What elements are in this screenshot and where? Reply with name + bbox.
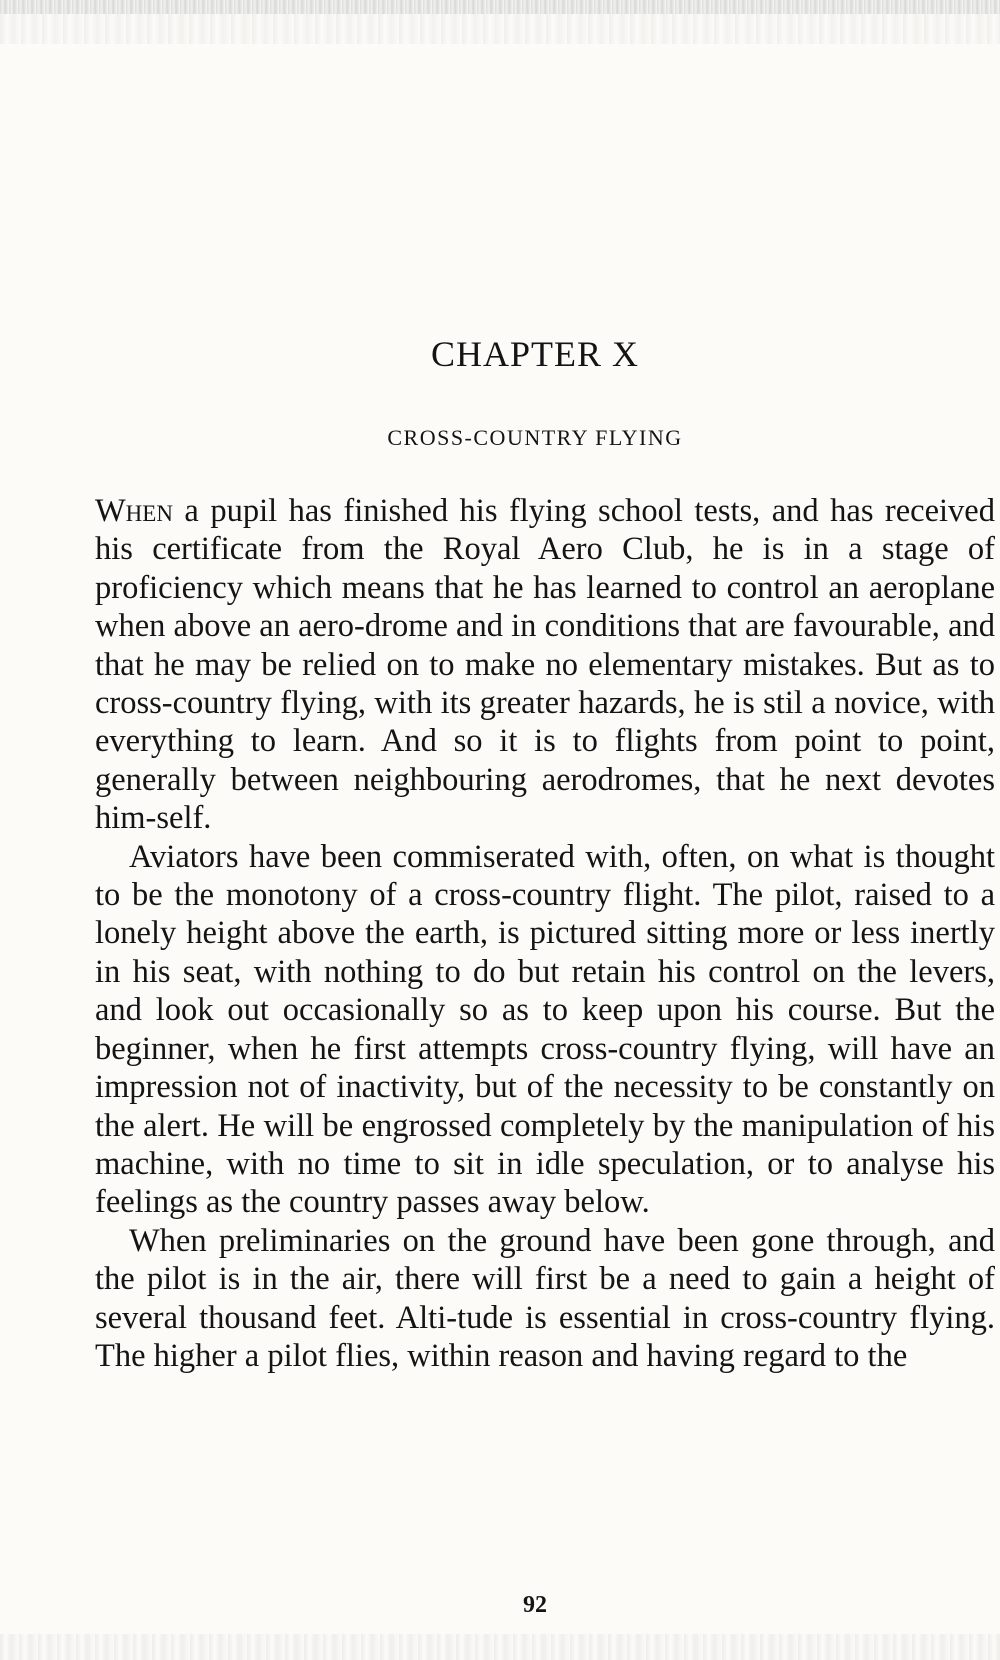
body-text	[95, 492, 995, 1375]
chapter-subtitle: CROSS-COUNTRY FLYING	[387, 425, 683, 450]
paragraph-1-text: a pupil has finished his flying school tests, and has received his certificate from the Royal Aero Club, he is in a stage of proficiency which means that he has learned to control an aeroplane when above an aero-drome and in conditions that are favourable, and that he may be relied on to make no elementary mistakes. But as to cross-country flying, with its greater hazards, he is stil a novice, with everything to learn. And so it is to flights from point to point, generally between neighbouring aerodromes, that he next devotes him-self.	[95, 493, 995, 837]
chapter-title: CHAPTER X	[430, 334, 640, 374]
scan-noise-bottom	[0, 1634, 1000, 1660]
paragraph-3: When preliminaries on the ground have been gone through, and the pilot is in the air, there will first be a need to gain a height of several thousand feet. Alti-tude is essential in cross-country flying. The higher a pilot flies, within reason and having regard to the	[95, 1222, 995, 1374]
page-number: 92	[523, 1592, 547, 1618]
scan-edge-top	[0, 0, 1000, 14]
paragraph-1-lead-word: When	[95, 493, 173, 529]
paragraph-1	[95, 492, 995, 838]
paragraph-2: Aviators have been commiserated with, often, on what is thought to be the monotony of a cross-country flight. The pilot, raised to a lonely height above the earth, is pictured sitting more or less inertly in his seat, with nothing to do but retain his control on the levers, and look out occasionally so as to keep upon his course. But the beginner, when he first attempts cross-country flying, will have an impression not of inactivity, but of the necessity to be constantly on the alert. He will be engrossed completely by the manipulation of his machine, with no time to sit in idle speculation, or to analyse his feelings as the country passes away below.	[95, 838, 995, 1221]
scan-noise-top	[0, 14, 1000, 44]
